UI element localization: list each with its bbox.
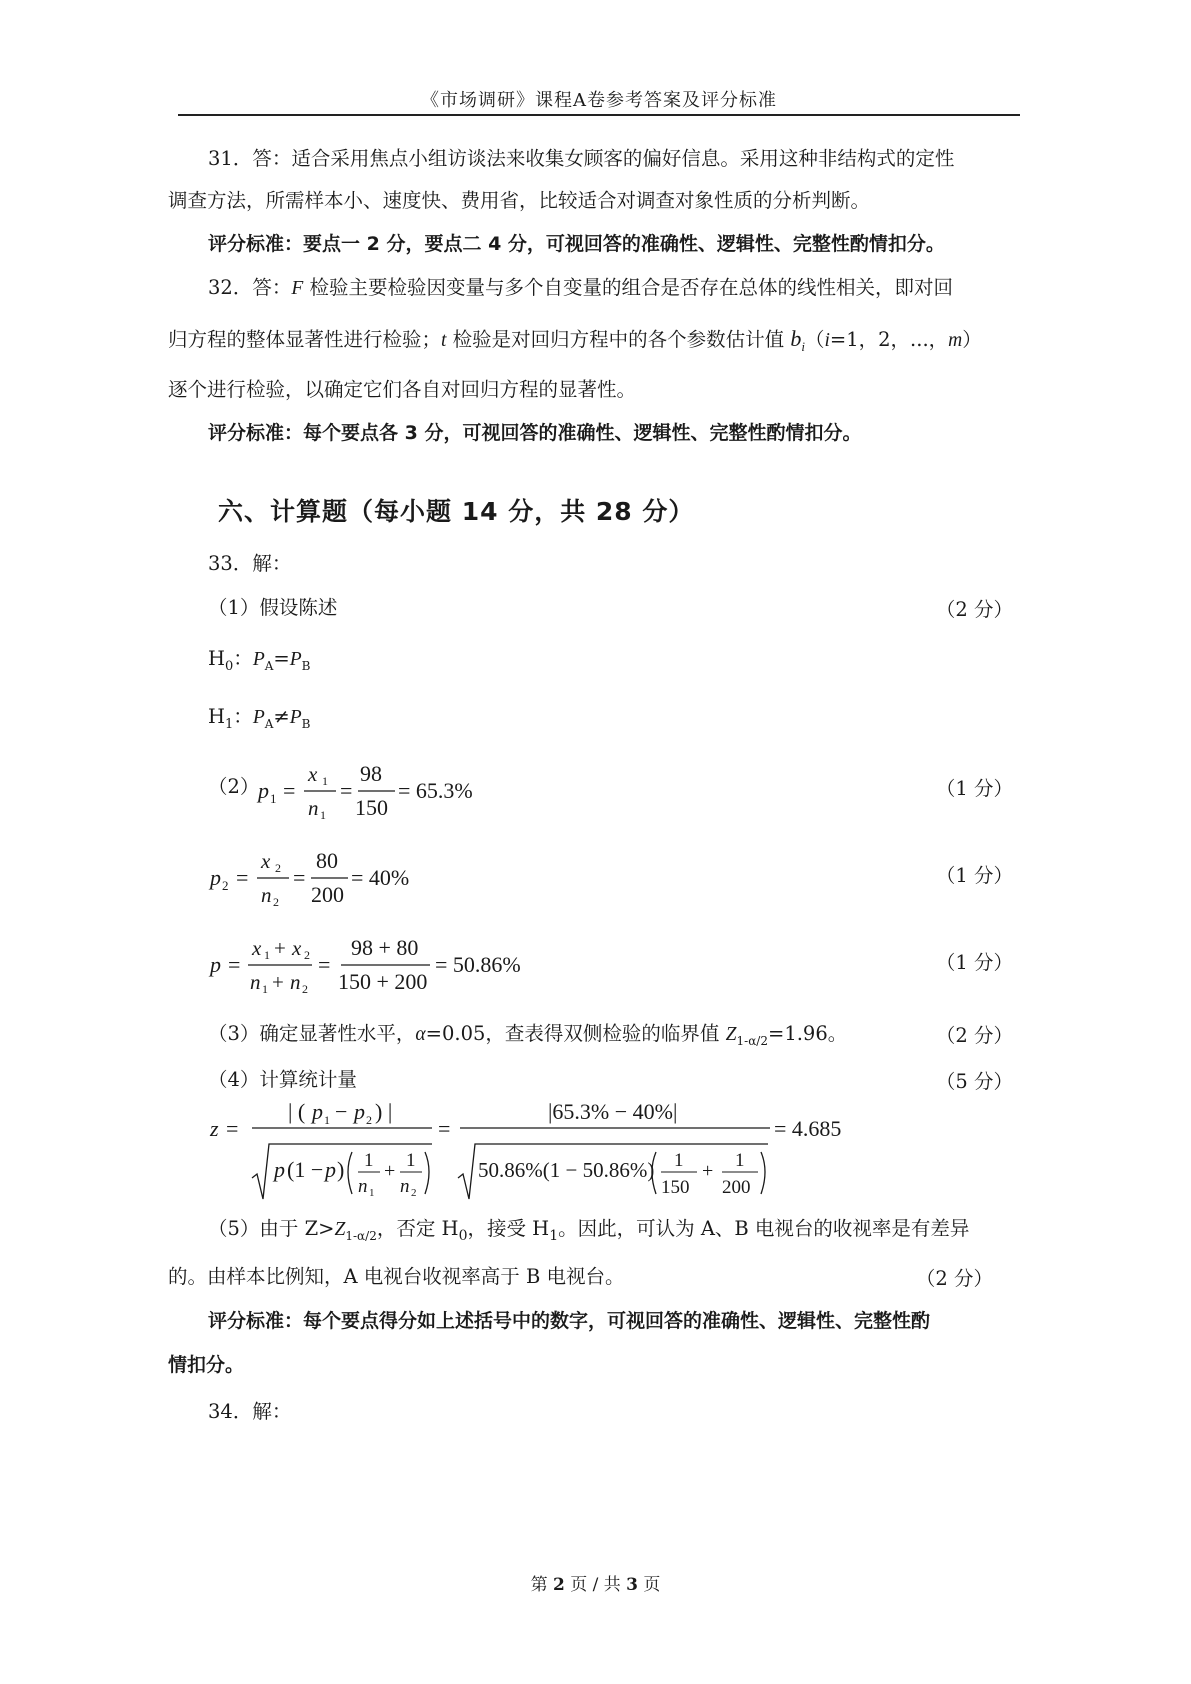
q33-step2-label: （2） [208, 775, 260, 798]
p1-denominator: 150 [355, 795, 388, 820]
pb-sub: B [301, 716, 311, 731]
q33-step5-score: （2 分） [915, 1267, 993, 1290]
not-equal-sign: ≠ [273, 705, 290, 728]
page-header: 《市场调研》课程A卷参考答案及评分标准 [421, 90, 777, 111]
h0-colon: ： [233, 647, 253, 670]
svg-text:p: p [354, 1099, 365, 1124]
total-page-number: 3 [626, 1575, 639, 1595]
step5-text3: ，接受 H [467, 1217, 550, 1240]
page-footer [0, 1570, 1191, 1595]
svg-text:x: x [252, 936, 262, 960]
q33-step1-score: （2 分） [935, 598, 1013, 621]
svg-text:z: z [210, 1116, 219, 1141]
q33-step4: （4）计算统计量 [208, 1068, 357, 1091]
footer-suffix: 页 [638, 1575, 661, 1595]
svg-text:p: p [210, 952, 221, 977]
svg-text:2: 2 [304, 948, 310, 962]
svg-text:1: 1 [264, 948, 270, 962]
q33-step3 [208, 1020, 847, 1055]
z-var: Z [725, 1024, 737, 1045]
q34-label: 34．解： [208, 1400, 292, 1423]
alpha-var: α [415, 1024, 426, 1045]
svg-text:1: 1 [364, 1150, 374, 1171]
h0-statement [208, 645, 311, 681]
q32-line2-prefix: 归方程的整体显著性进行检验； [168, 328, 442, 351]
pb-sub: B [301, 658, 311, 673]
pa-var: P [252, 707, 265, 728]
svg-text:=: = [318, 952, 331, 977]
svg-text:+: + [274, 936, 286, 960]
svg-text:x: x [292, 936, 302, 960]
pooled-score: （1 分） [935, 951, 1013, 974]
step3-text2: =0.05，查表得双侧检验的临界值 [425, 1022, 726, 1045]
q32-line1-text: 检验主要检验因变量与多个自变量的组合是否存在总体的线性相关，即对回 [303, 276, 953, 299]
svg-text:=: = [226, 1116, 239, 1141]
svg-text:=: = [228, 952, 241, 977]
svg-text:(1 −: (1 − [287, 1157, 324, 1182]
footer-middle: 页 / 共 [564, 1575, 627, 1595]
b-subscript: i [801, 338, 805, 354]
p1-numerator: 98 [360, 761, 382, 786]
svg-text:| (: | ( [288, 1099, 306, 1124]
svg-text:2: 2 [273, 895, 279, 909]
pooled-numerator: 98 + 80 [351, 935, 419, 960]
p2-formula [208, 845, 448, 909]
q32-line2 [168, 325, 982, 361]
h1-statement [208, 703, 311, 739]
q31-line1: 31．答：适合采用焦点小组访谈法来收集女顾客的偏好信息。采用这种非结构式的定性 [208, 147, 955, 170]
pb-var: P [289, 707, 302, 728]
h0-h: H [208, 647, 226, 670]
pooled-denominator: 150 + 200 [338, 969, 428, 994]
svg-text:x: x [308, 762, 318, 786]
z-formula [208, 1094, 868, 1204]
p2-score: （1 分） [935, 864, 1013, 887]
equals-sign: = [273, 647, 290, 670]
z-numerator: |65.3% − 40%| [548, 1099, 678, 1124]
svg-text:2: 2 [302, 982, 308, 996]
step5-text4: 。因此，可认为 A、B 电视台的收视率是有差异 [558, 1217, 970, 1240]
svg-text:1: 1 [270, 791, 277, 806]
svg-text:1: 1 [320, 808, 326, 822]
svg-text:n: n [358, 1176, 368, 1197]
svg-text:2: 2 [366, 1113, 372, 1127]
svg-text:−: − [335, 1099, 348, 1124]
z-frac1-den: 150 [661, 1177, 690, 1198]
svg-text:+: + [384, 1160, 396, 1182]
q31-criteria: 评分标准：要点一 2 分，要点二 4 分，可视回答的准确性、逻辑性、完整性酌情扣分。 [208, 233, 945, 255]
q33-step3-score: （2 分） [935, 1024, 1013, 1047]
svg-text:p: p [274, 1157, 285, 1182]
svg-text:n: n [290, 970, 301, 994]
z-var: Z [334, 1219, 346, 1240]
i-var: i [824, 330, 830, 351]
p2-result: = 40% [351, 865, 410, 890]
critical-value: =1.96。 [767, 1022, 848, 1045]
svg-text:p: p [258, 778, 269, 803]
h1-sub: 1 [225, 716, 234, 732]
q33-criteria-line1: 评分标准：每个要点得分如上述括号中的数字，可视回答的准确性、逻辑性、完整性酌 [208, 1310, 931, 1332]
pooled-result: = 50.86% [435, 952, 521, 977]
m-var: m [948, 330, 963, 351]
z-sub: 1-α/2 [736, 1033, 768, 1048]
svg-text:1: 1 [674, 1150, 684, 1171]
current-page-number: 2 [552, 1575, 565, 1595]
q32-line1 [208, 274, 953, 303]
svg-text:n: n [250, 970, 261, 994]
svg-text:=: = [293, 865, 306, 890]
header-divider [178, 114, 1020, 116]
svg-text:1: 1 [322, 774, 328, 788]
svg-text:p: p [210, 865, 221, 890]
svg-text:2: 2 [222, 878, 229, 893]
pa-var: P [252, 649, 265, 670]
svg-text:+: + [272, 970, 284, 994]
pooled-p-formula [208, 932, 538, 996]
q33-step5-line2: 的。由样本比例知，A 电视台收视率高于 B 电视台。 [168, 1265, 625, 1288]
q33-step2-score: （1 分） [935, 777, 1013, 800]
q33-step4-score: （5 分） [935, 1070, 1013, 1093]
f-var: F [291, 278, 304, 299]
svg-text:p: p [312, 1099, 323, 1124]
step5-text: （5）由于 Z> [208, 1217, 335, 1240]
svg-text:x: x [261, 849, 271, 873]
z-result: = 4.685 [774, 1116, 842, 1141]
h1-colon: ： [233, 705, 253, 728]
svg-text:=: = [340, 778, 353, 803]
svg-text:=: = [236, 865, 249, 890]
t-var: t [441, 330, 447, 351]
paren-close: ） [962, 328, 982, 351]
svg-text:2: 2 [411, 1187, 417, 1199]
svg-text:) |: ) | [375, 1099, 393, 1124]
svg-text:n: n [308, 796, 319, 820]
q32-line2-text: 检验是对回归方程中的各个参数估计值 [446, 328, 791, 351]
footer-prefix: 第 [530, 1575, 553, 1595]
svg-text:p: p [325, 1157, 336, 1182]
step5-text2: ，否定 H [376, 1217, 459, 1240]
q33-step5-line1 [208, 1215, 969, 1250]
svg-text:=: = [283, 778, 296, 803]
q31-line2: 调查方法，所需样本小、速度快、费用省，比较适合对调查对象性质的分析判断。 [168, 189, 871, 212]
svg-text:1: 1 [735, 1150, 745, 1171]
q33-criteria-line2: 情扣分。 [168, 1354, 245, 1376]
svg-text:1: 1 [369, 1187, 375, 1199]
step3-text: （3）确定显著性水平， [208, 1022, 416, 1045]
q33-step1: （1）假设陈述 [208, 596, 338, 619]
h1-h: H [208, 705, 226, 728]
svg-text:1: 1 [406, 1150, 416, 1171]
p1-formula [255, 758, 495, 822]
svg-text:1: 1 [324, 1113, 330, 1127]
h1-sub: 1 [549, 1227, 559, 1244]
h0-sub: 0 [458, 1227, 468, 1244]
z-denominator: 50.86%(1 − 50.86%) [478, 1158, 655, 1182]
p2-numerator: 80 [316, 848, 338, 873]
svg-text:+: + [702, 1160, 714, 1182]
svg-text:1: 1 [262, 982, 268, 996]
z-frac2-den: 200 [722, 1177, 751, 1198]
q32-line1-prefix: 32．答： [208, 276, 292, 299]
section-title: 六、计算题（每小题 14 分，共 28 分） [218, 497, 695, 526]
b-var: b [790, 326, 802, 351]
pa-sub: A [264, 658, 274, 673]
q32-line3: 逐个进行检验，以确定它们各自对回归方程的显著性。 [168, 378, 637, 401]
z-sub: 1-α/2 [345, 1228, 377, 1243]
paren-open: （ [804, 328, 825, 351]
svg-text:): ) [337, 1157, 345, 1182]
index-range: =1，2，...， [829, 328, 949, 351]
pa-sub: A [264, 716, 274, 731]
q33-label: 33．解： [208, 552, 292, 575]
svg-text:2: 2 [275, 861, 281, 875]
h0-sub: 0 [225, 658, 234, 674]
p2-denominator: 200 [311, 882, 344, 907]
svg-text:n: n [400, 1176, 410, 1197]
pb-var: P [289, 649, 302, 670]
svg-text:=: = [438, 1116, 451, 1141]
svg-text:n: n [261, 883, 272, 907]
q32-criteria: 评分标准：每个要点各 3 分，可视回答的准确性、逻辑性、完整性酌情扣分。 [208, 422, 862, 444]
p1-result: = 65.3% [398, 778, 473, 803]
